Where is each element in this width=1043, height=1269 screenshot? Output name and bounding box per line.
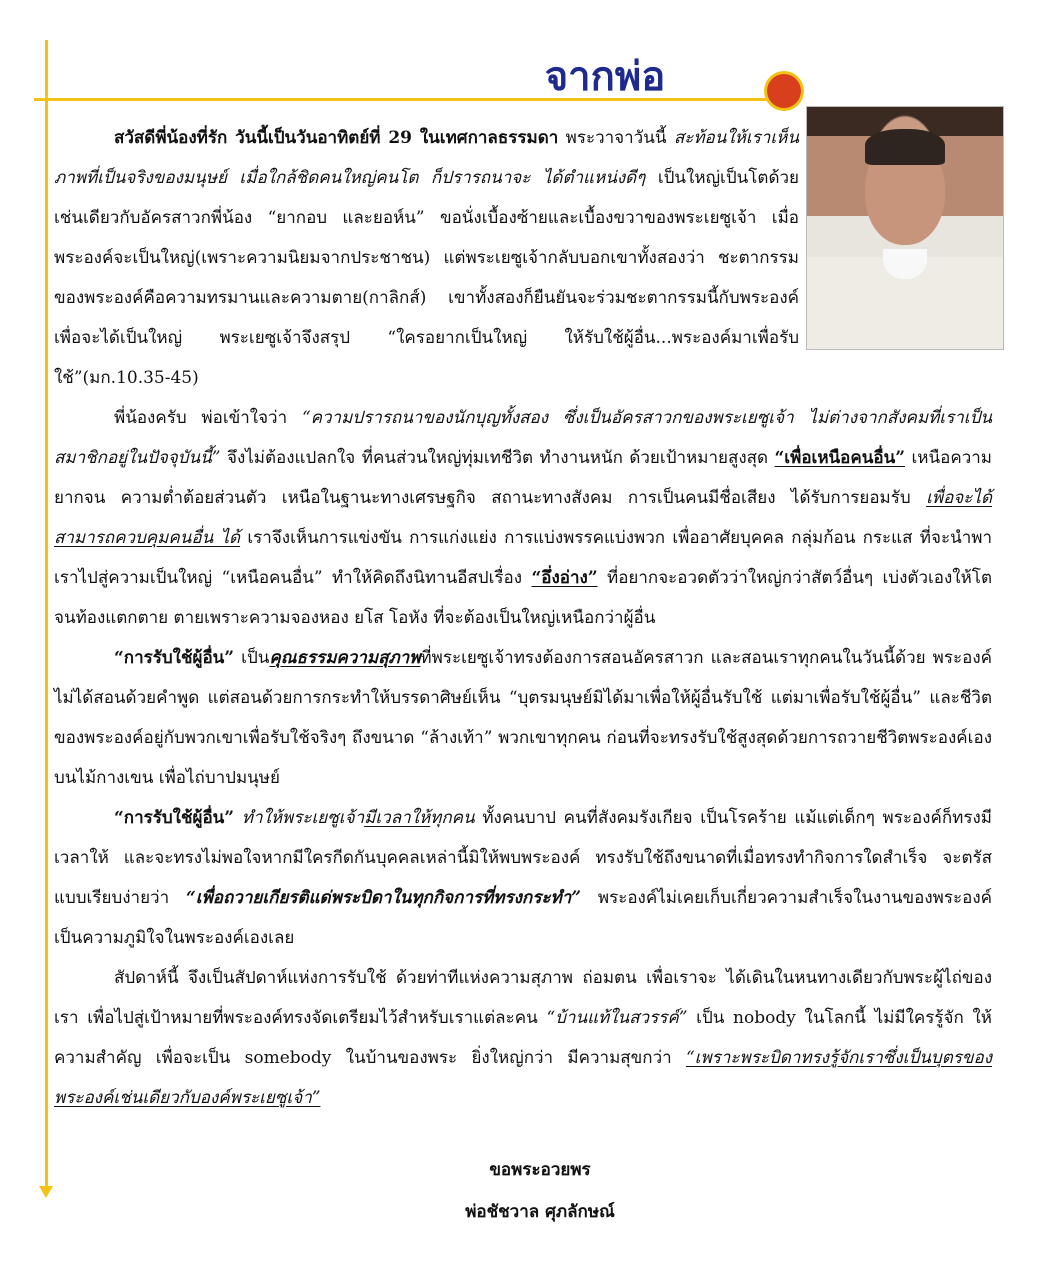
paragraph-3 (54, 638, 992, 798)
greeting: สวัสดีพี่น้องที่รัก วันนี้เป็นวันอาทิตย์ที่ 29 ในเทศกาลธรรมดา (114, 128, 559, 148)
letter-body (54, 118, 992, 1118)
italic-underline: เพื่อจะได้สามารถควบคุมคนอื่น ได้ (54, 488, 992, 548)
paragraph-2 (54, 398, 992, 638)
italic-span: ทุกคน (430, 808, 475, 828)
bold-italic-quote: “เพื่อถวายเกียรติแด่พระบิดาในทุกกิจการที่ทรงกระทำ” (186, 888, 582, 908)
text-span: ที่อยากจะอวดตัวว่าใหญ่กว่าสัตว์อื่นๆ เบ่งตัวเองให้โต จนท้องแตกตาย ตายเพราะความจองหอง ยโส โอหัง ที่จะต้องเป็นใหญ่เหนือกว่าผู้อื่น (54, 568, 992, 628)
paragraph-5 (54, 958, 992, 1118)
emphasis-underline: “อึ่งอ่าง” (531, 568, 598, 588)
arrow-down-icon (39, 1186, 53, 1198)
bold-quote: “การรับใช้ผู้อื่น” (114, 648, 235, 668)
text-span: พระวาจาวันนี้ (558, 128, 674, 148)
text-span: เราจึงเห็นการแข่งขัน การแก่งแย่ง การแบ่งพรรคแบ่งพวก เพื่ออาศัยบุคคล กลุ่มก้อน กระแส ที่จะนำพาเราไปสู่ความเป็นใหญ่ “เหนือคนอื่น” ทำให้คิดถึงนิทานอีสปเรื่อง (54, 528, 993, 588)
text-span: เหนือความยากจน ความต่ำต้อยส่วนตัว เหนือในฐานะทางเศรษฐกิจ สถานะทางสังคม การเป็นคนมีชื่อเสียง ได้รับการยอมรับ (54, 448, 992, 508)
text-span: เป็น nobody ในโลกนี้ ไม่มีใครรู้จัก ให้ความสำคัญ เพื่อจะเป็น somebody ในบ้านของพระ ยิ่งใหญ่กว่า มีความสุขกว่า (54, 1008, 992, 1068)
italic-underline: “เพราะพระบิดาทรงรู้จักเราซึ่งเป็นบุตรของพระองค์เช่นเดียวกับองค์พระเยซูเจ้า” (54, 1048, 992, 1108)
italic-span: ทำให้พระเยซูเจ้า (234, 808, 365, 828)
text-span: พี่น้องครับ พ่อเข้าใจว่า (114, 408, 302, 428)
text-span: เป็น (234, 648, 270, 668)
circle-bullet-icon (767, 74, 801, 108)
italic-span: สะท้อนให้เราเห็นภาพที่เป็นจริงของมนุษย์ เมื่อใกล้ชิดคนใหญ่คนโต ก็ปรารถนาจะ ได้ตำแหน่งดีๆ (54, 128, 799, 188)
text-span: สัปดาห์นี้ จึงเป็นสัปดาห์แห่งการรับใช้ ด้วยท่าทีแห่งความสุภาพ ถ่อมตน เพื่อเราจะ ได้เดินในหนทางเดียวกับพระผู้ไถ่ของเรา เพื่อไปสู่เป้าหมายที่พระองค์ทรงจัดเตรียมไว้สำหรับเราแต่ละคน (54, 968, 992, 1028)
page-title: จากพ่อ (544, 53, 666, 100)
bold-quote: “การรับใช้ผู้อื่น” (114, 808, 235, 828)
signature: พ่อชัชวาล ศุภลักษณ์ (465, 1202, 615, 1222)
text-span: ที่พระเยซูเจ้าทรงต้องการสอนอัครสาวก และสอนเราทุกคนในวันนี้ด้วย พระองค์ไม่ได้สอนด้วยคำพูด แต่สอนด้วยการกระทำให้บรรดาศิษย์เห็น “บุตรมนุษย์มิได้มาเพื่อให้ผู้อื่นรับใช้ แต่มาเพื่อรับใช้ผู้อื่น” และชีวิตของพระองค์อยู่กับพวกเขาเพื่อรับใช้จริงๆ ถึงขนาด “ล้างเท้า” พวกเขาทุกคน ก่อนที่จะทรงรับใช้สูงสุดด้วยการถวายชีวิตพระองค์เองบนไม้กางเขน เพื่อไถ่บาปมนุษย์ (54, 648, 992, 788)
italic-underline: มีเวลาให้ (364, 808, 431, 828)
text-span: ทั้งคนบาป คนที่สังคมรังเกียจ เป็นโรคร้าย แม้แต่เด็กๆ พระองค์ก็ทรงมีเวลาให้ และจะทรงไม่พอใจหากมีใครกีดกันบุคคลเหล่านี้มิให้พบพระองค์ ทรงรับใช้ถึงขนาดที่เมื่อทรงทำกิจการใดสำเร็จ จะตรัสแบบเรียบง่ายว่า (54, 808, 992, 908)
emphasis-underline: คุณธรรมความสุภาพ (269, 648, 421, 668)
text-span: จึงไม่ต้องแปลกใจ ที่คนส่วนใหญ่ทุ่มเทชีวิต ทำงานหนัก ด้วยเป้าหมายสูงสุด (220, 448, 775, 468)
paragraph-4 (54, 798, 992, 958)
paragraph-1 (54, 118, 799, 398)
closing-blessing: ขอพระอวยพร (489, 1160, 591, 1180)
text-span: พระองค์ไม่เคยเก็บเกี่ยวความสำเร็จในงานของพระองค์ เป็นความภูมิใจในพระองค์เองเลย (54, 888, 992, 948)
vertical-accent-line (45, 40, 48, 1188)
italic-quote: “บ้านแท้ในสวรรค์” (546, 1008, 688, 1028)
emphasis-underline: “เพื่อเหนือคนอื่น” (774, 448, 905, 468)
text-span: เป็นใหญ่เป็นโตด้วย เช่นเดียวกับอัครสาวกพี่น้อง “ยากอบ และยอห์น” ขอนั่งเบื้องซ้ายและเบื้องขวาของพระเยซูเจ้า เมื่อพระองค์จะเป็นใหญ่(เพราะความนิยมจากประชาชน) แต่พระเยซูเจ้ากลับบอกเขาทั้งสองว่า ชะตากรรมของพระองค์คือความทรมานและความตาย(กาลิกส์) เขาทั้งสองก็ยืนยันจะร่วมชะตากรรมนี้กับพระองค์ เพื่อจะได้เป็นใหญ่ พระเยซูเจ้าจึงสรุป “ใครอยากเป็นใหญ่ ให้รับใช้ผู้อื่น...พระองค์มาเพื่อรับใช้”(มก.10.35-45) (54, 168, 799, 388)
italic-quote: “ความปรารถนาของนักบุญทั้งสอง ซึ่งเป็นอัครสาวกของพระเยซูเจ้า ไม่ต่างจากสังคมที่เราเป็นสมาชิกอยู่ในปัจจุบันนี้” (54, 408, 992, 468)
